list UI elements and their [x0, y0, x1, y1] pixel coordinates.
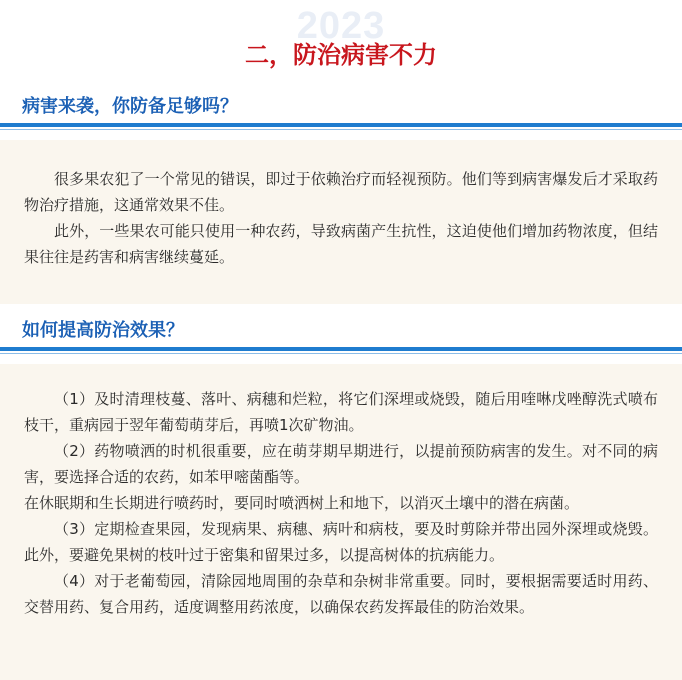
paragraph: 此外，一些果农可能只使用一种农药，导致病菌产生抗性，这迫使他们增加药物浓度，但结果往往是药害和病害继续蔓延。 [24, 222, 658, 266]
paragraph: （4）对于老葡萄园，清除园地周围的杂草和杂树非常重要。同时，要根据需要适时用药、交替用药、复合用药，适度调整用药浓度，以确保农药发挥最佳的防治效果。 [24, 572, 658, 616]
year-watermark: 2023 [296, 5, 386, 47]
heading-divider-thin [0, 353, 682, 354]
heading-divider [0, 347, 682, 351]
heading-divider-thin [0, 129, 682, 130]
paragraph: （1）及时清理枝蔓、落叶、病穗和烂粒，将它们深埋或烧毁，随后用喹啉戊唑醇洗式喷布枝干，重病园于翌年葡萄萌芽后，再喷1次矿物油。 [24, 390, 658, 434]
paragraph: （2）药物喷洒的时机很重要，应在萌芽期早期进行，以提前预防病害的发生。对不同的病害，要选择合适的农药，如苯甲嘧菌酯等。 [24, 442, 658, 486]
paragraph: 在休眠期和生长期进行喷药时，要同时喷洒树上和地下，以消灭土壤中的潜在病菌。 [24, 494, 580, 512]
content-panel-2 [0, 364, 682, 680]
paragraph: 很多果农犯了一个常见的错误，即过于依赖治疗而轻视预防。他们等到病害爆发后才采取药物治疗措施，这通常效果不佳。 [24, 170, 658, 214]
content-panel-1 [0, 140, 682, 304]
section-heading-label: 病害来袭，你防备足够吗？ [22, 96, 238, 117]
section-heading-1 [0, 92, 682, 128]
section-heading-2 [0, 316, 682, 352]
section-heading-label: 如何提高防治效果？ [22, 320, 184, 341]
page-title: 二，防治病害不力 [245, 41, 437, 69]
paragraph: （3）定期检查果园，发现病果、病穗、病叶和病枝，要及时剪除并带出园外深埋或烧毁。此外，要避免果树的枝叶过于密集和留果过多，以提高树体的抗病能力。 [24, 520, 658, 564]
heading-divider [0, 123, 682, 127]
